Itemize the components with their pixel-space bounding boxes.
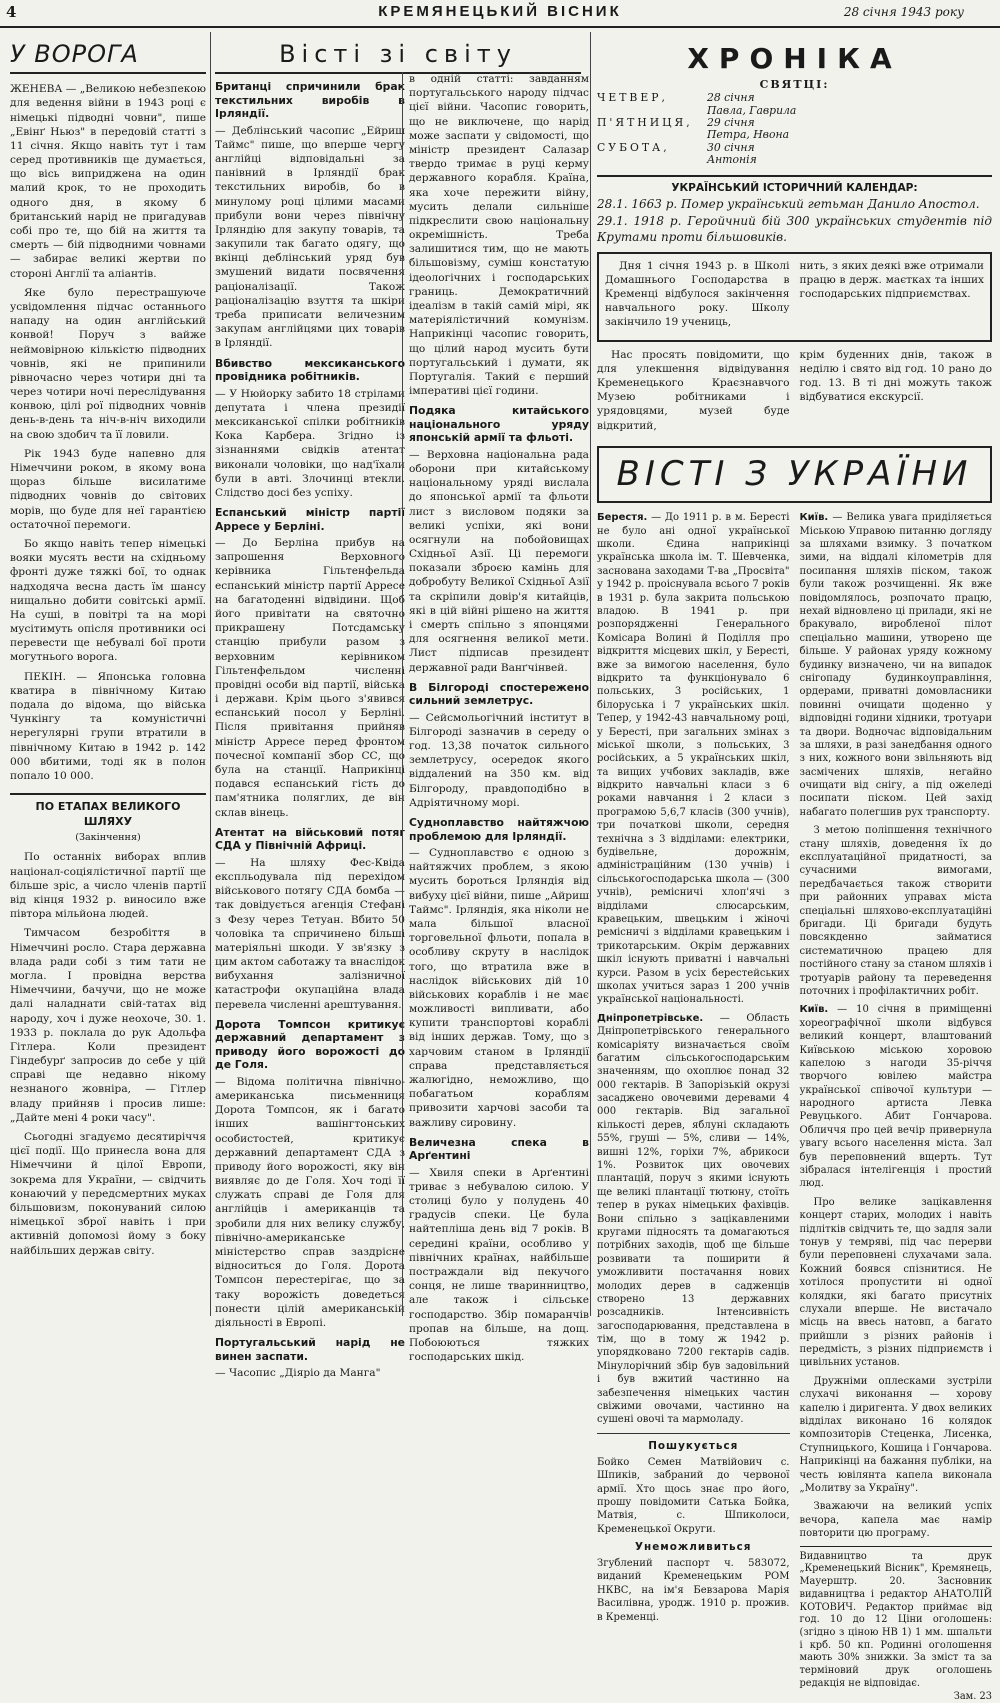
dateline-place: Київ. [799, 512, 829, 524]
article-paragraph: — Хвиля спеки в Арґентині триває з небувалою силою. У столиці було у полудень 40 градусів спеки. Це була найтепліша день від 7 років. В середині країни, особливо у північних країнах, найбільше постраждали від пекучого сонця, не лише тваринництво, але також і сільське господарство. Збір помаранчів пропав на більше, на дощ. Побоюються тяжких господарських шкід. [409, 1166, 589, 1364]
article-subtitle: (Закінчення) [75, 831, 141, 843]
notice-text: Дня 1 січня 1943 р. в Школі Домашнього Господарства в Кременці відбулося закінчення навчального року. Школу закінчило 19 учениць, [605, 259, 790, 329]
page-number: 4 [6, 3, 17, 21]
article-paragraph: в одній статті: завданням португальського народу підчас цієї війни. Часопис говорить, що не виключене, що нарід може заспати у свідомості, що міністр президент Салазар твердо тримає в руці керму державного корабля. Країна, яка хоче пережити війну, мусить делали сильніше підкреслити свою національну окремішність. Треба залишитися тим, що не мають більшовізму, суміш констатую ідеологічних і господарських границь. Демократичний ідеалізм в такій самій мірі, як матеріялістичний комунізм. Наприкінці часопис говорить, що цілий народ мусить бути португальський і думати, як Португалія. Такий є перший імперативі цієї години. [409, 73, 589, 398]
article-text: — До 1911 р. в м. Бересті не було ані одної української школи. Єдина наприкінці українська школа ім. Т. Шевченка, заснована заходами Т-ва „Просвіта" у 1942 р. проіснувала всього 7 років в 1931 р. була закрита польською владою. В 1941 р. при розпорядженні Генерального Комісара Волині й Поділля про відкриття місцевих шкіл, у Бересті, вже за вимогою населення, було відкрито та функціонувало 6 польських, 3 російських, 1 білоруська і 7 українських шкіл. Тепер, у 1942-43 навчальному році, у Бересті, при загальних змінах з міської школи, з польських, 3 російських, а 5 українських шкіл, та вищих учбових закладів, вже відкрито навчальні класи з 6 роками навчання і 2 класи з програмою 5,6,7 класів (300 учнів), три початкові школи, середня технічна з 3 відділами: електрики, будівельне, дорожнім, адміністраційним (130 учнів) і сільськогосподарська школа — (300 учнів), ремісничі хлоп'ячі з відділами слюсарським, кравецьким, швецьким і жіночі ремісничі з відділами кравецьким і трикотарським. Окрім державних шкіл існують приватні і навчальні курси. Разом в усіх берестейських школах учиться зараз 1 200 учнів української національності. [597, 512, 790, 1006]
article-paragraph: — Часопис „Діяріо да Манга" [215, 1367, 381, 1380]
calendar-entry: 29.1. 1918 р. Геройчний бій 300 українських студентів під Крутами проти більшовиків. [597, 214, 992, 245]
saints-day-row [597, 92, 992, 117]
article-paragraph: — Верховна національна рада оборони при китайському національному уряді вислала до японської армії та фльоти лист з висловом подяки за великі успіхи, які вони осягнули на побойовищах Східньої Азії. Ці перемоги показали зброєю камінь для добробуту Великої Східньої Азії та скріпили довір'я китайців, які в цій війні рішено на життя і смерть спільно з японцями для осягнення великої мети. Лист підписав президент державної ради Ванґчінвей. [409, 448, 589, 674]
ukraine-news-columns [597, 511, 992, 1703]
article-headline: ПО ЕТАПАХ ВЕЛИКОГО ШЛЯХУ [10, 793, 206, 829]
article-headline: Атентат на військовий потяг СДА у Північній Африці. [215, 825, 405, 853]
invalid-doc-text: Згублений паспорт ч. 583072, виданий Кременецьким РОМ НКВС, на ім'я Бевзарова Марія Василівна, уродж. 1910 р. прожив. в Кременці. [597, 1558, 790, 1623]
ukraine-news-right [800, 511, 993, 1703]
weekday: СУБОТА, [597, 140, 670, 154]
calendar-entry: 28.1. 1663 р. Помер український гетьман Данило Апостол. [597, 196, 980, 211]
wanted-ad-text: Бойко Семен Матвійович с. Шпиків, забраний до червоної армії. Хто щось знає про його, прошу повідомити Сатька Бойка, Матвія, с. Шпиколоси, Кременецької Округи. [597, 1456, 790, 1535]
article-paragraph: Тимчасом безробіття в Німеччині росло. Стара державна влада ради собі з тим тати не могла. І провідна верства Німеччини, бачучи, що не може далі наладнати свій-татах від народу, хоч і дуже неохоче, 30. 1. 1933 р. поклала до рук Адольфа Гітлера. Коли президент Гіндебурґ запросив до себе у цій справі ще недавно нікому незнаного жовніра, — Гітлер владу прийняв і просив лише: „Дайте мені 4 роки часу". [10, 927, 206, 1124]
weekday: ЧЕТВЕР, [597, 91, 668, 105]
article-paragraph: З метою поліпшення технічного стану шляхів, доведення їх до експлуатаційної придатності, за сучасними вимогами, передбачається також створити при районних управах міста спеціальні шляхово-експлуатаційні бригади. Ці бригади будуть повсякденно займатися систематичною працею для постійного стану за станом шляхів і тротуарів району та переведення поточних і профілактичних робіт. [799, 825, 992, 997]
section-title-chronicle: ХРОНІКА [687, 42, 902, 75]
article-paragraph: По останніх виборах вплив націонал-соціялістичної партії ще більше зріс, а число членів партії від кінця 1932 р. виносило вже півтора мільйона людей. [10, 851, 206, 921]
order-number: Зам. 23 [953, 1690, 992, 1702]
imprint [800, 1546, 993, 1703]
article-headline: Британці спричинили брак текстильних виробів в Ірляндії. [215, 80, 405, 121]
saints-names: 30 січня Антонія [707, 140, 757, 167]
article-headline: Еспанський міністр партії Арресе у Берліні. [215, 506, 405, 533]
imprint-text: Видавництво та друк „Кременецький Вісник", Кремянець, Мауерштр. 20. Засновник видавництва і редактор АНАТОЛІЙ КОТОВИЧ. Редактор приймає від год. 10 до 12 Ціни оголошень: (згідно з ціною НВ 1) 1 мм. шпальти і крб. 50 кп. Родинні оголошення мають 30% знижки. За зміст та за терміновий друк оголошень редакція не відповідає. [799, 1550, 992, 1689]
column-chronicle [590, 32, 993, 1702]
article-headline: Подяка китайського національного уряду японській армії та фльоті. [409, 404, 589, 445]
ukraine-news-left [597, 511, 790, 1703]
article-text: — 10 січня в приміщенні хореографічної школи відбувся великий концерт, влаштований Київською міською хоровою капелою з нагоди 35-річчя творчого ювілею майстра української співочої культури — народного артиста Левка Ревуцького. Абит Гончарова. Обличчя про цей вечір привернула увагу всього населення міста. Зал був переповнений вщерть. Тут зібралася інтелігенція і простий люд. [799, 1004, 993, 1190]
article-paragraph: Дружніми оплесками зустріли слухачі виконання — хорову капелю і диригента. У двох великих відділах виконано 16 колядок композиторів Стеценка, Лисенка, Ступницького, Кошица і Гончарова. Наприкінці на бажання публіки, на честь ювілянта капела виконала „Молитву за Україну". [799, 1375, 992, 1494]
saints-day-row [597, 117, 992, 142]
column-enemy [10, 32, 206, 1316]
section-title-enemy: У ВОРОГА [10, 38, 206, 74]
issue-date: 28 січня 1943 року [843, 5, 964, 19]
article-headline: Судноплавство найтяжчою проблемою для Ірляндії. [409, 816, 589, 843]
dateline-place: Берестя. [597, 512, 648, 524]
saints-day-row [597, 142, 992, 167]
article-paragraph: Про велике зацікавлення концерт старих, молодих і навіть підлітків свідчить те, що задля зали тонув у темряві, під час перерви були переповнені слухачами зала. Кожний боявся спізнитися. Не хотілося пропустити ні одної колядки, які багато присутніх слухали вперше. Не вистачало місць на ввесь натовп, а багато прийшли з різних районів і передмість, з різних підприємств і цивільних установ. [799, 1196, 992, 1369]
section-title-ukraine-news: ВІСТІ З УКРАЇНИ [597, 446, 992, 504]
article-paragraph: — Відома політична північно-американська письменниця Дорота Томпсон, як і багато інших вашінгтонських особистостей, критикує державний департамент СДА з приводу його ворожості, яку він виявляє до де Голя. Хоч тоді її служать справі де Голя для англійців і американців та зробили для них велику службу, північно-американське міністерство справ заздрісне відноситься до Голя. Дорота Томпсон перестерігає, що за таку ворожість доведеться понести цілій американській діяльності в Европі. [215, 1075, 405, 1329]
article-headline: Величезна спека в Арґентині [409, 1135, 589, 1163]
article-text: — Область Дніпропетрівського генерального комісаріяту визначається своїм багатим сільськогосподарським значенням, що охоплює понад 32 000 гектарів. В Запорізькій окрузі засаджено овочевими деревами 4 000 гектарів. Від загальної кількості дерев, яблуні складають 55%, груші — 5%, сливи — 14%, вишні 12%, горіхи 7%, абрикоси 1%. Розвиток цих овочевих плантацій, поруч з якими існують ще великі плантації тютюну, стоїть тепер в руках німецьких фахівців. Вони спільно з зацікавленими кругами підносять та домагаються потрібних заходів, щоб ще більше розвивати та поширити й уможливити постачання нових молодих дерев в садженців створено 13 державних розсадників. Інтенсивність загосподарювання, представлена в тім, що в тому ж 1942 р. упорядковано 7200 гектарів садів. Мінулорічний збір був задовільний і був вжитий частинно на забезпечення німецьких частин свіжими овочами, частинно на сушені овочі та мармоладу. [597, 1012, 790, 1426]
weekday: П'ЯТНИЦЯ, [597, 116, 693, 130]
article-paragraph: — У Нюйорку забито 18 стрілами депутата і члена президії мексиканської спілки робітників Кока Карбера. Згідно із зізнаннями свідків атентат виконали чоловіки, що над'їхали були в авті. Злочинці втекли. Слідство досі без успіху. [215, 387, 405, 499]
article-paragraph: — Деблінський часопис „Ейриш Таймс" пише, що вперше чергу англійці відповідальні за панівний в Ірляндії брак текстильних виробів, бо в минулому році цілими масами прибули вони через північну Ірляндію для закупу товарів, та закупили так багато одягу, що вкінці деблінський уряд був змушений видати посвячення раціоналізації. Також раціоналізацію взуття та шкіри треба приписати величезним закупам англійцями цих товарів в Ірляндії. [215, 124, 405, 350]
notice-text: Нас просять повідомити, що для улекшення відвідування Кременецького Краєзнавчого Музею робітниками і урядовцями, музей буде відкритий, [597, 348, 790, 432]
museum-notice [597, 348, 992, 438]
section-title-world-news: Вісті зі світу [215, 38, 581, 74]
column-world-news-cont [402, 72, 589, 1364]
newspaper-title: КРЕМЯНЕЦЬКИЙ ВІСНИК [378, 3, 622, 20]
saints-names: 28 січня Павла, Гаврила [707, 91, 797, 117]
article-paragraph: — На шляху Фес-Квіда експльодувала під перехідом військового потягу СДА бомба — так довідується агенція Стефані з Фезу через Тетуан. Вбито 50 чоловіка та спричинено більші матеріяльні шкоди. У зв'язку з цим актом саботажу та внаслідок вибухання залізничної катастрофи окупаційна влада перевела численні арештування. [215, 856, 405, 1011]
masthead [0, 0, 1000, 28]
wanted-ad-title: Пошукується [648, 1439, 739, 1452]
article-paragraph: Бо якщо навіть тепер німецькі вояки мусять вести на східньому фронті дуже тяжкі бої, то однак надходяча весна дасть їм шансу нищально добити совітські армії. На суші, в повітрі та на морі мусітимуть опісля противники осі перевести ще небувалі бої проти могутнього ворога. [10, 537, 206, 664]
article-paragraph: — До Берліна прибув на запрошення Верховного керівника Гільтенфельда еспанський міністр партії Арресе на багатоденні відвідини. Щоб його привітати на святочно прикрашену Потсдамську станцію прибули разом з верховним керівником Гільтенфельдом численні провідні особи від партії, війська і держави. Крім цього з'явився еспанський посол у Берліні. Після привітання прийняв міністр Арресе перед фронтом почесної компанії збор СС, що була на станції. Наприкінці подався еспанський гість до пам'ятника поляглих, де він склав вінець. [215, 537, 405, 819]
article-paragraph: ЖЕНЕВА — „Великою небезпекою для ведення війни в 1943 році є німецькі підводні човни", пише „Евінґ Ньюз" в передовій статті з 11 січня. Якщо навіть тут і там серед противників ще думається, що вісь виприджена на один малий крок, то не проходить одного дня, в якому б британський нарід не пригадував собі про те, що бій на життя та смерть — бій підводними човнами — забирає великі жертви по стороні Англії та аліантів. [10, 83, 206, 280]
notice-text: нить, з яких деякі вже отримали працю в держ. маєтках та інших господарських підприємствах. [799, 259, 984, 301]
dateline-place: Київ. [799, 1004, 829, 1016]
historical-calendar-heading: УКРАЇНСЬКИЙ ІСТОРИЧНИЙ КАЛЕНДАР: [597, 175, 992, 195]
invalid-doc-title: Унеможливиться [635, 1541, 752, 1554]
article-paragraph: Яке було перестрашуюче усвідомлення підчас останнього нападу на один англійський конвой! Поруч з вайже неймовірною кількістю підводних човнів, які не припинили рівночасно через чотири дні та через чотири ночі переслідування конвою, цілі рої підводних човнів день-в-день та ніч-в-ніч виходили на свою здобич та її ловили. [10, 286, 206, 441]
article-headline: В Білгороді спостережено сильний землетрус. [409, 680, 589, 708]
article-paragraph: Зважаючи на великий успіх вечора, капела має намір повторити цю програму. [799, 1501, 992, 1540]
school-notice-box [597, 252, 992, 342]
article-headline: Дорота Томпсон критикує державний департамент з приводу його ворожості до де Голя. [215, 1017, 405, 1072]
notice-text: крім буденних днів, також в неділю і свято від год. 10 рано до год. 13. В ті дні можуть також відбуватися екскурсії. [799, 348, 992, 404]
article-headline: Португальський нарід не винен заспати. [215, 1336, 405, 1363]
article-paragraph: — Сейсмольогічний інститут в Білгороді зазначив в середу о год. 13,38 початок сильного землетрусу, осередок якого віддалений на 350 км. від Білгороду, правдоподібно в Адріятичному морі. [409, 711, 589, 809]
saints-names: 29 січня Петра, Нвона [707, 116, 790, 142]
article-text: — Велика увага приділяється Міською Управою питанню догляду за шляхами взимку. З початком зими, на віддалі кілометрів для посипання шляхів піском, також були також розчищенні. Як вже повідомлялось, розпочато працю, нехай відновлено ці прилади, які не бракувало, виробленої пілот спеціально машини, утворено ще більше. У районах уряду кожному будинку визначено, чи на випадок снігопаду будинкоуправління, ордерами, приватні домовласники повинні очищати щоденно у відповідні години хідники, тротуари та двори. Водночас відповідальним за шляхи, в разі занедбання одного з них, кожного вони звільняють від засмічених шляхів, негайно очищати від снігу, а під ожеледі посипати піском. Цей захід набагато полегшив рух транспорту. [799, 512, 992, 818]
article-paragraph: Сьогодні згадуємо десятиріччя цієї події. Що принесла вона для Німеччини й цілої Европи, зокрема для України, — свідчить конаючий у передсмертних муках більшовизм, поконуваний силою німецької зброї навіть і при активній допомозі йому з боку найбільших держав світу. [10, 1131, 206, 1257]
saints-days-label: СВЯТЦІ: [759, 77, 830, 91]
article-headline: Вбивство мексиканського провідника робітників. [215, 356, 405, 384]
article-paragraph: — Судноплавство є одною з найтяжчих проблем, з якою мусить бороться Ірляндія від вибуху цієї війни, пише „Айриш Таймс". Ірляндія, яка ніколи не мала більшої власної торговельної фльоти, попала в особливу скруту в наслідок того, що втратила вже в наслідок військових дій 10 військових кораблів і не має можливості випливати, або купити транспортові кораблі від інших держав. Тому, що з харчовим станом в Ірляндії справа представляється жалюгідно, неможливо, що побагатьом кораблям привозити харчові засоби та важливу сировину. [409, 847, 589, 1129]
article-paragraph: Рік 1943 буде напевно для Німеччини роком, в якому вона щораз більше висилатиме підводних човнів до світових морів, що буде для неї гарантією остаточної перемоги. [10, 447, 206, 531]
dateline-place: Дніпропетрівське. [597, 1012, 704, 1024]
article-paragraph: ПЕКІН. — Японська головна кватира в північному Китаю подала до відома, що війська Чункінгу та комуністичні нерегулярні групи втратили в північному Китаю в 1942 р. 142 000 вбитими, тоді як в полон попало 10 000. [10, 670, 206, 782]
